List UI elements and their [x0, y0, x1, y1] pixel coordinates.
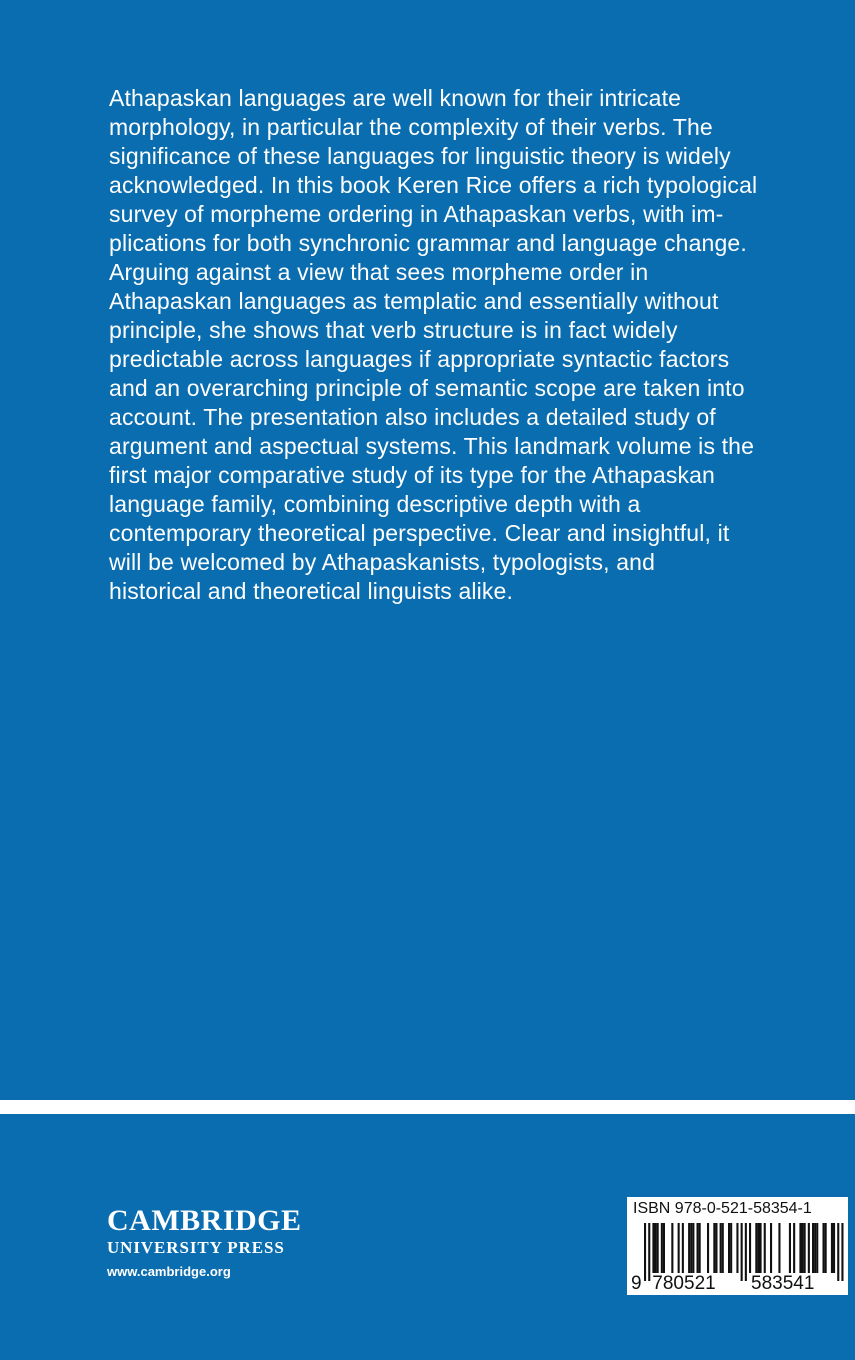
- barcode-bar: [793, 1223, 795, 1273]
- barcode-bar: [837, 1223, 839, 1281]
- barcode-bar: [841, 1223, 843, 1281]
- barcode-bar: [671, 1223, 673, 1273]
- barcode-bar: [816, 1223, 818, 1273]
- barcode-bar: [749, 1223, 751, 1273]
- barcode-bar: [688, 1223, 690, 1273]
- description-line: acknowledged. In this book Keren Rice offers a rich typological: [109, 172, 758, 198]
- publisher-subtitle: UNIVERSITY PRESS: [107, 1238, 285, 1257]
- barcode-bar: [804, 1223, 806, 1273]
- barcode-bar: [657, 1223, 659, 1273]
- barcode-bar: [778, 1223, 780, 1273]
- barcode-bar: [812, 1223, 814, 1273]
- description-line: survey of morpheme ordering in Athapaskan verbs, with im-: [109, 201, 724, 227]
- barcode-digit-first: 9: [631, 1273, 642, 1294]
- barcode-bar: [697, 1223, 699, 1273]
- barcode-bar: [713, 1223, 715, 1273]
- barcode-bar: [690, 1223, 692, 1273]
- barcode-bar: [799, 1223, 801, 1273]
- barcode-bar: [789, 1223, 791, 1273]
- barcode-bar: [757, 1223, 759, 1273]
- barcode-bar: [655, 1223, 657, 1273]
- barcode-bar: [648, 1223, 650, 1281]
- barcode-bar: [715, 1223, 717, 1273]
- description-line: account. The presentation also includes a detailed study of: [109, 404, 716, 430]
- description-line: predictable across languages if appropriate syntactic factors: [109, 346, 730, 372]
- description-line: Athapaskan languages as templatic and essentially without: [109, 288, 719, 314]
- barcode-bar: [760, 1223, 762, 1273]
- barcode-bar: [730, 1223, 732, 1273]
- barcode-bar: [770, 1223, 772, 1273]
- white-divider-band: [0, 1100, 855, 1114]
- description-line: and an overarching principle of semantic scope are taken into: [109, 375, 745, 401]
- description-line: will be welcomed by Athapaskanists, typologists, and: [109, 549, 656, 575]
- barcode-bar: [808, 1223, 810, 1273]
- barcode-bar: [736, 1223, 738, 1273]
- isbn-label: ISBN 978-0-521-58354-1: [633, 1200, 812, 1217]
- description-line: Athapaskan languages are well known for their intricate: [109, 85, 682, 111]
- barcode-bar: [644, 1223, 646, 1281]
- barcode-bar: [678, 1223, 680, 1273]
- barcode-bar: [755, 1223, 757, 1273]
- description-line: significance of these languages for linguistic theory is widely: [109, 143, 731, 169]
- barcode-bar: [741, 1223, 743, 1281]
- publisher-name: CAMBRIDGE: [107, 1204, 302, 1237]
- description-line: morphology, in particular the complexity of their verbs. The: [109, 114, 713, 140]
- publisher-logo: [107, 1205, 302, 1280]
- barcode-bar: [823, 1223, 825, 1273]
- barcode-bar: [764, 1223, 766, 1273]
- description-line: Arguing against a view that sees morpheme order in: [109, 259, 649, 285]
- publisher-url[interactable]: www.cambridge.org: [107, 1264, 231, 1279]
- description-line: plications for both synchronic grammar and language change.: [109, 230, 747, 256]
- barcode-bar: [663, 1223, 665, 1273]
- barcode-bar: [814, 1223, 816, 1273]
- barcode-bar: [745, 1223, 747, 1281]
- barcode-bar: [833, 1223, 835, 1273]
- barcode-bar: [682, 1223, 684, 1273]
- barcode-bar: [722, 1223, 724, 1273]
- barcode-bar: [699, 1223, 701, 1273]
- barcode-bar: [825, 1223, 827, 1273]
- barcode-bar: [652, 1223, 654, 1273]
- barcode-bar: [802, 1223, 804, 1273]
- description-line: first major comparative study of its type for the Athapaskan: [109, 462, 716, 488]
- book-description: [109, 84, 809, 606]
- description-line: argument and aspectual systems. This landmark volume is the: [109, 433, 755, 459]
- barcode-bar: [728, 1223, 730, 1273]
- barcode-digits-left: 780521: [652, 1273, 716, 1294]
- description-line: contemporary theoretical perspective. Clear and insightful, it: [109, 520, 730, 546]
- barcode-bar: [707, 1223, 709, 1273]
- barcode-bar: [720, 1223, 722, 1273]
- barcode-bar: [831, 1223, 833, 1273]
- description-line: language family, combining descriptive depth with a: [109, 491, 641, 517]
- barcode-bar: [661, 1223, 663, 1273]
- description-line: historical and theoretical linguists alike.: [109, 578, 514, 604]
- barcode-digits-right: 583541: [751, 1273, 815, 1294]
- barcode-bar: [692, 1223, 694, 1273]
- isbn-barcode-box: [627, 1197, 848, 1295]
- description-line: principle, she shows that verb structure is in fact widely: [109, 317, 678, 343]
